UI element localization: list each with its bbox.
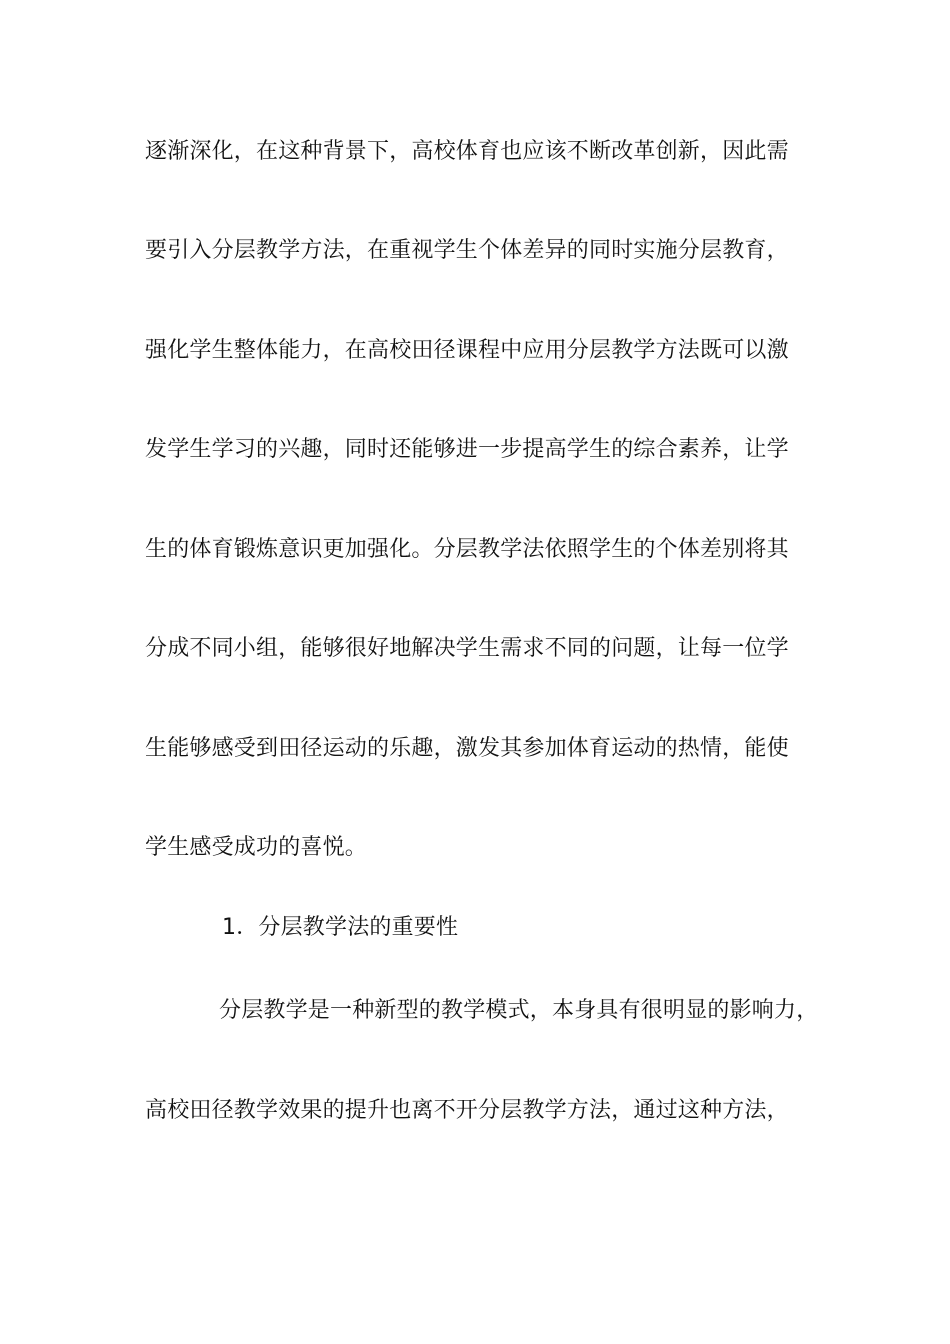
paragraph-2-line-2: 高校田径教学效果的提升也离不开分层教学方法，通过这种方法，	[145, 1098, 789, 1123]
body-text-line-5: 生的体育锻炼意识更加强化。分层教学法依照学生的个体差别将其	[145, 537, 789, 562]
body-text-line-1: 逐渐深化，在这种背景下，高校体育也应该不断改革创新，因此需	[145, 139, 789, 164]
body-text-line-8: 学生感受成功的喜悦。	[145, 835, 368, 860]
paragraph-2-line-1: 分层教学是一种新型的教学模式，本身具有很明显的影响力，	[219, 998, 819, 1023]
section-heading: 1．分层教学法的重要性	[222, 915, 459, 940]
body-text-line-3: 强化学生整体能力，在高校田径课程中应用分层教学方法既可以激	[145, 338, 789, 363]
body-text-line-6: 分成不同小组，能够很好地解决学生需求不同的问题，让每一位学	[145, 636, 789, 661]
body-text-line-2: 要引入分层教学方法，在重视学生个体差异的同时实施分层教育，	[145, 238, 789, 263]
body-text-line-4: 发学生学习的兴趣，同时还能够进一步提高学生的综合素养，让学	[145, 437, 789, 462]
body-text-line-7: 生能够感受到田径运动的乐趣，激发其参加体育运动的热情，能使	[145, 736, 789, 761]
